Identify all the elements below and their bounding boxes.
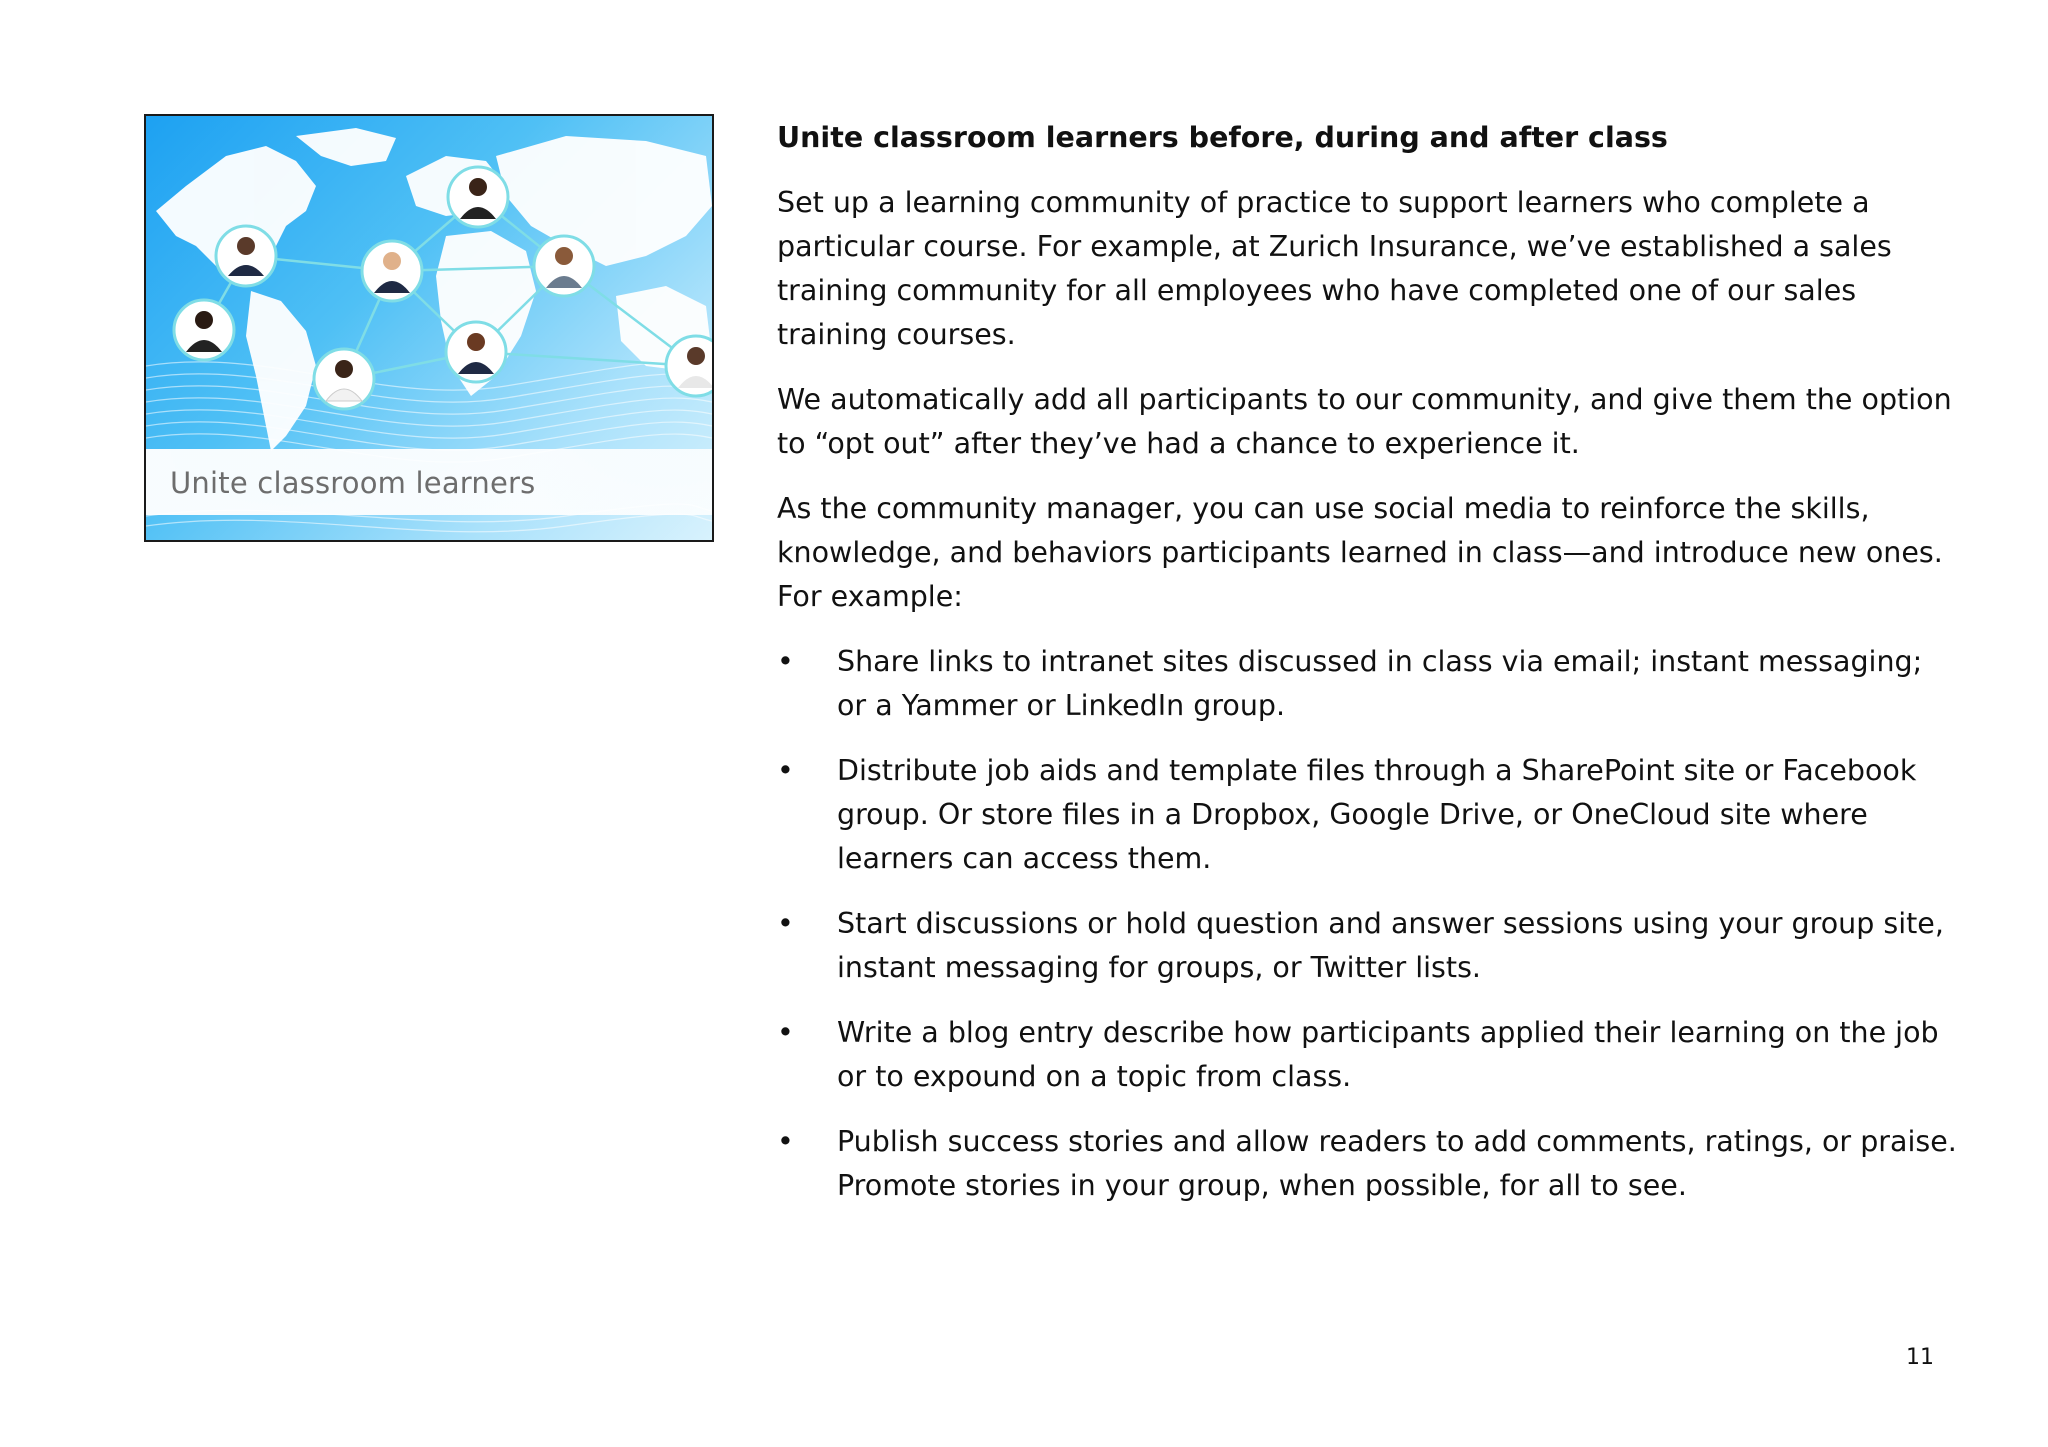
list-item-text: Write a blog entry describe how participants applied their learning on the job or to expound on a topic from class. [837, 1016, 1939, 1093]
slide-caption: Unite classroom learners [170, 466, 536, 500]
avatar [174, 300, 234, 360]
avatar [362, 241, 422, 301]
section-heading: Unite classroom learners before, during and after class [777, 121, 1668, 154]
list-item [777, 640, 1957, 728]
avatar [216, 226, 276, 286]
list-item [777, 1120, 1957, 1208]
bullet-icon: • [777, 645, 794, 678]
avatar [534, 236, 594, 296]
avatar [314, 349, 374, 409]
avatar [446, 322, 506, 382]
avatar [448, 167, 508, 227]
list-item-text: Start discussions or hold question and answer sessions using your group site, instant messaging for groups, or Twitter lists. [837, 907, 1944, 984]
paragraph: As the community manager, you can use social media to reinforce the skills, knowledge, and behaviors participants learned in class—and introduce new ones. For example: [777, 492, 1943, 613]
list-item-text: Distribute job aids and template files through a SharePoint site or Facebook group. Or store files in a Dropbox, Google Drive, or OneCloud site where learners can access them. [837, 754, 1917, 875]
world-map [156, 128, 712, 451]
list-item-text: Share links to intranet sites discussed in class via email; instant messaging; or a Yammer or LinkedIn group. [837, 645, 1923, 722]
list-item-text: Publish success stories and allow readers to add comments, ratings, or praise. Promote stories in your group, when possible, for all to see. [837, 1125, 1957, 1202]
avatar [666, 336, 712, 396]
bullet-icon: • [777, 1125, 794, 1158]
bullet-icon: • [777, 754, 794, 787]
page-number: 11 [1906, 1345, 1934, 1370]
bullet-icon: • [777, 907, 794, 940]
slide-thumbnail [144, 114, 714, 542]
list-item [777, 902, 1957, 990]
list-item [777, 1011, 1957, 1099]
bullet-icon: • [777, 1016, 794, 1049]
paragraph: Set up a learning community of practice to support learners who complete a particular course. For example, at Zurich Insurance, we’ve established a sales training community for all employees who have completed one of our sales training courses. [777, 186, 1892, 351]
paragraph: We automatically add all participants to our community, and give them the option to “opt out” after they’ve had a chance to experience it. [777, 383, 1952, 460]
bullet-list [777, 640, 1957, 1208]
document-body [777, 116, 1957, 1229]
list-item [777, 749, 1957, 881]
